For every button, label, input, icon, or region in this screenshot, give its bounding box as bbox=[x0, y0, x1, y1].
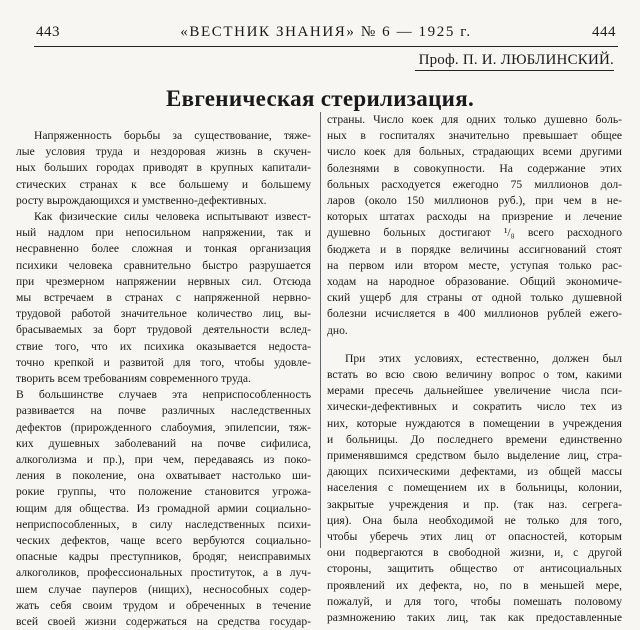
text-line: они подвергаются в свободной жизни, и, с другой bbox=[327, 546, 622, 560]
text-line: стороны, защитить общество от антисоциальных bbox=[327, 562, 622, 576]
text-line: проявлений их дефекта, но, по в меньшей мере, bbox=[327, 578, 622, 592]
text-line: росту вырождающихся и умственно-дефективных. bbox=[16, 193, 267, 207]
text-line: дефектов (прирожденного слабоумия, эпилепсии, тяж- bbox=[16, 420, 311, 434]
text-line: них, которые нуждаются в помещении в учреждения bbox=[327, 416, 622, 430]
text-line: жать себя своим трудом и обреченных в течение bbox=[16, 598, 311, 612]
text-line: ствие того, что их психика оказывается недоста- bbox=[16, 339, 311, 353]
text-line: при чрезмерном напряжении нервных сил. Отсюда bbox=[16, 274, 311, 288]
text-line: страны. Число коек для одних только душевно боль- bbox=[327, 113, 622, 126]
text-line: бюджета и в порядке величины ассигнований стоят bbox=[327, 242, 622, 256]
author-byline: Проф. П. И. ЛЮБЛИНСКИЙ. bbox=[415, 52, 614, 71]
text-line: ческих дефектов, чаще всего вербуются социально- bbox=[16, 534, 311, 548]
text-line: ларов (около 150 миллионов руб.), при чем в не- bbox=[327, 194, 622, 208]
text-line: дающих психическими дефектами, из общей массы bbox=[327, 465, 622, 479]
running-header bbox=[36, 24, 616, 44]
text-line: алкоголизма и пр.), при чем, передаваясь из поко- bbox=[16, 453, 311, 467]
text-line: психики человека сравнительно быстро разрушается bbox=[16, 258, 311, 272]
column-divider bbox=[320, 112, 321, 548]
text-line: ления в поколение, она охватывает настолько ши- bbox=[16, 469, 311, 483]
text-line: В большинстве случаев эта неприспособленность bbox=[16, 388, 311, 402]
text-line: ких душевных заболеваний на почве сифилиса, bbox=[16, 436, 311, 450]
text-line: всей своей жизни содержаться на средства государ- bbox=[16, 615, 311, 629]
text-line: ных больших городах приводят в крупных капитали- bbox=[16, 161, 311, 175]
article-title: Евгеническая стерилизация. bbox=[165, 86, 475, 111]
text-line: мерами пресечь дальнейшее увеличение числа пси- bbox=[327, 384, 622, 398]
page-number-left: 443 bbox=[36, 24, 60, 40]
text-line: закрытые учреждения и пр. (так наз. сегрега- bbox=[327, 497, 622, 511]
text-line: населения с помещением их в больницы, колонии, bbox=[327, 481, 622, 495]
text-line: встать во всю свою величину вопрос о том, какими bbox=[327, 368, 622, 382]
text-line: болезни исчисляется в 400 миллионов рублей ежего- bbox=[327, 307, 622, 321]
text-line: стических странах к все большему и большему bbox=[16, 177, 311, 191]
text-line: число коек для больных, страдающих всеми другими bbox=[327, 145, 622, 159]
text-line: на первом или втором месте, уступая только рас- bbox=[327, 258, 622, 272]
journal-title: «ВЕСТНИК ЗНАНИЯ» № 6 — 1925 г. bbox=[180, 24, 472, 40]
text-line: опасные кадры преступников, бродяг, неисправимых bbox=[16, 550, 311, 564]
text-line: ский ущерб для страны от одной только душевной bbox=[327, 291, 622, 305]
right-column bbox=[327, 112, 622, 626]
text-line: мы встречаем в странах с напряженной нервно- bbox=[16, 291, 311, 305]
text-line: ходам на народное образование. Общий экономиче- bbox=[327, 275, 622, 289]
text-line: развивается на почве различных наследственных bbox=[16, 404, 311, 418]
text-line: ющим для общества. Из громадной армии социально- bbox=[16, 501, 311, 515]
text-line: рокие группы, что положение становится угрожа- bbox=[16, 485, 311, 499]
text-line: ция). Она была необходимой не только для того, bbox=[327, 513, 622, 527]
text-line: и больницы. До последнего времени единственно bbox=[327, 432, 622, 446]
text-line: Как физические силы человека испытывают извест- bbox=[34, 210, 311, 224]
text-line: лые условия труда и нездоровая жизнь в скучен- bbox=[16, 145, 311, 159]
text-line: чтобы уберечь этих лиц от опасностей, которым bbox=[327, 530, 622, 544]
text-line: шем случае пауперов (нищих), неснособных содер- bbox=[16, 582, 311, 596]
text-line: Напряженность борьбы за существование, тяже- bbox=[34, 129, 311, 142]
text-line: которых штатах расходы на призрение и лечение bbox=[327, 210, 622, 224]
text-line: применявшимся средством было выделение лиц, стра- bbox=[327, 449, 622, 463]
text-line: трудовой работой значительное количество лиц, вы- bbox=[16, 307, 311, 321]
text-line: ных в госпиталях значительно превышает общее bbox=[327, 129, 622, 143]
text-line: творить всем требованиям современного труда. bbox=[16, 372, 251, 386]
text-line: размножению таких лиц, так как предоставленные bbox=[327, 611, 622, 625]
right-paragraph-1 bbox=[327, 112, 622, 339]
text-line: алкоголиков, профессиональных проституток, а в луч- bbox=[16, 566, 311, 580]
text-line: При этих условиях, естественно, должен был bbox=[345, 351, 622, 365]
text-line: пожалуй, и для того, чтобы помешать половому bbox=[327, 594, 622, 608]
text-line: точно крепкой и развитой для того, чтобы удовле- bbox=[16, 355, 311, 369]
text-line: неприспособленных, в силу наследственных психи- bbox=[16, 517, 311, 531]
text-line: брасываемых за борт трудовой деятельности вслед- bbox=[16, 323, 311, 337]
text-line: болезнями в совокупности. На содержание этих bbox=[327, 161, 622, 175]
text-line: хически-дефективных и сократить число тех из bbox=[327, 400, 622, 414]
text-line: больных расходуется ежегодно 75 миллионов дол- bbox=[327, 177, 622, 191]
text-line: душевно больных достигают ¹/₈ всего расходного bbox=[327, 226, 622, 240]
header-rule bbox=[34, 46, 618, 47]
text-line: несравненно более сложная и тонкая организация bbox=[16, 242, 311, 256]
page-number-right: 444 bbox=[592, 24, 616, 40]
text-line: дно. bbox=[327, 323, 348, 337]
left-column bbox=[16, 128, 311, 630]
text-line: ный надлом при непосильном напряжении, так и bbox=[16, 226, 311, 240]
right-paragraph-2 bbox=[327, 351, 622, 626]
